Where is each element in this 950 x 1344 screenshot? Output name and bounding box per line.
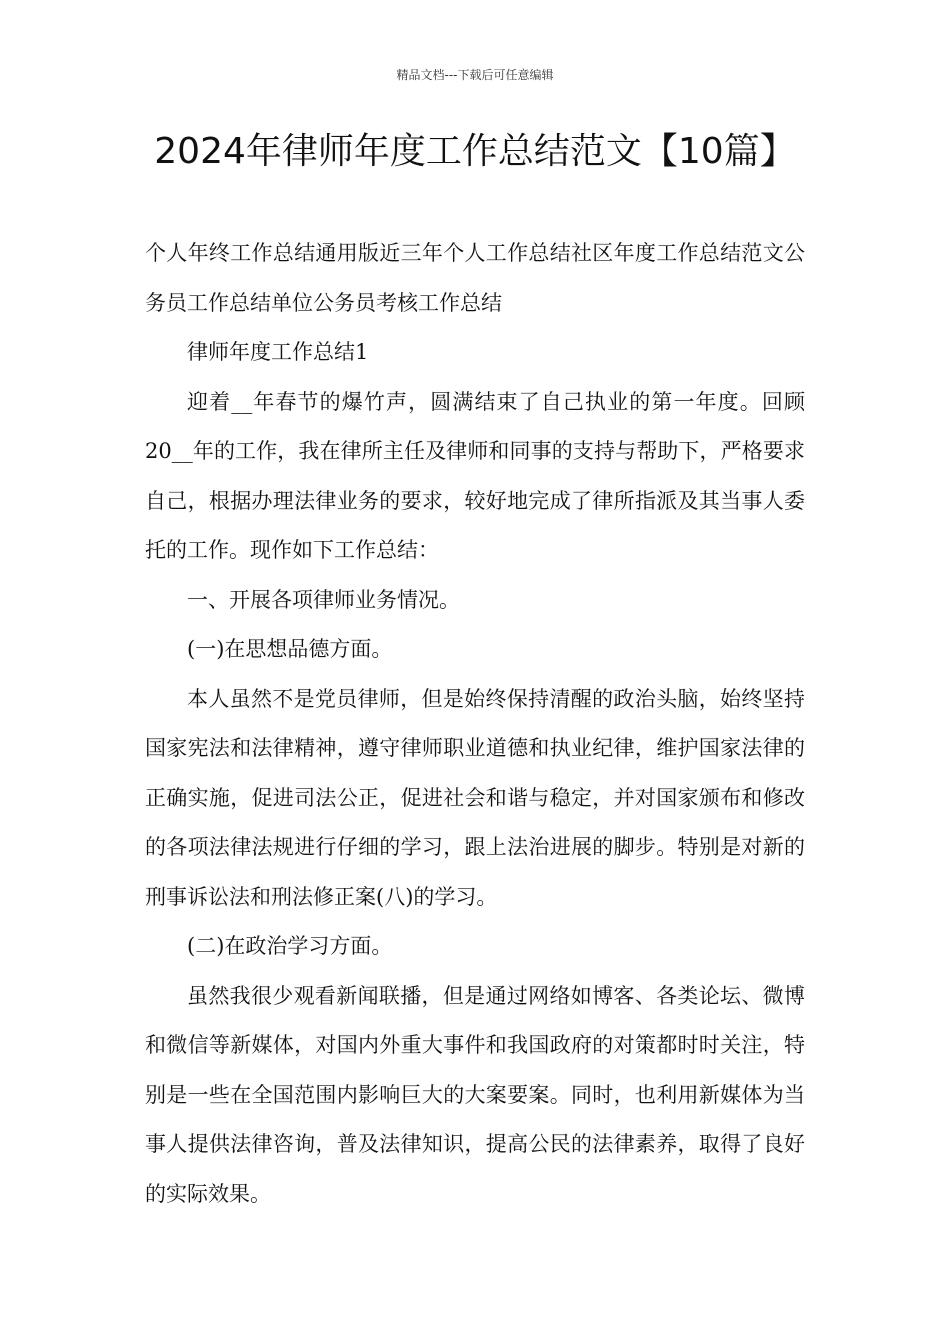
document-body: [145, 229, 805, 1219]
subsection-heading: 一、开展各项律师业务情况。: [187, 587, 460, 612]
body-paragraph: 虽然我很少观看新闻联播，但是通过网络如博客、各类论坛、微博和微信等新媒体，对国内外重大事件和我国政府的对策都时时关注，特别是一些在全国范围内影响巨大的大案要案。同时，也利用新媒体为当事人提供法律咨询，普及法律知识，提高公民的法律素养，取得了良好的实际效果。: [145, 983, 805, 1206]
body-paragraph: 本人虽然不是党员律师，但是始终保持清醒的政治头脑，始终坚持国家宪法和法律精神，遵守律师职业道德和执业纪律，维护国家法律的正确实施，促进司法公正，促进社会和谐与稳定，并对国家颁布和修改的各项法律法规进行仔细的学习，跟上法治进展的脚步。特别是对新的刑事诉讼法和刑法修正案(八)的学习。: [145, 686, 805, 909]
header-note: 精品文档---下载后可任意编辑: [396, 68, 554, 82]
section-heading: 律师年度工作总结1: [187, 340, 369, 364]
subsection-heading: (二)在政治学习方面。: [187, 934, 393, 958]
body-paragraph: 迎着__年春节的爆竹声，圆满结束了自己执业的第一年度。回顾20__年的工作，我在律所主任及律师和同事的支持与帮助下，严格要求自己，根据办理法律业务的要求，较好地完成了律所指派及其当事人委托的工作。现作如下工作总结：: [145, 389, 805, 562]
related-links-paragraph: 个人年终工作总结通用版近三年个人工作总结社区年度工作总结范文公务员工作总结单位公务员考核工作总结: [145, 241, 805, 315]
document-title: 2024年律师年度工作总结范文【10篇】: [154, 131, 796, 172]
subsection-heading: (一)在思想品德方面。: [187, 637, 393, 661]
